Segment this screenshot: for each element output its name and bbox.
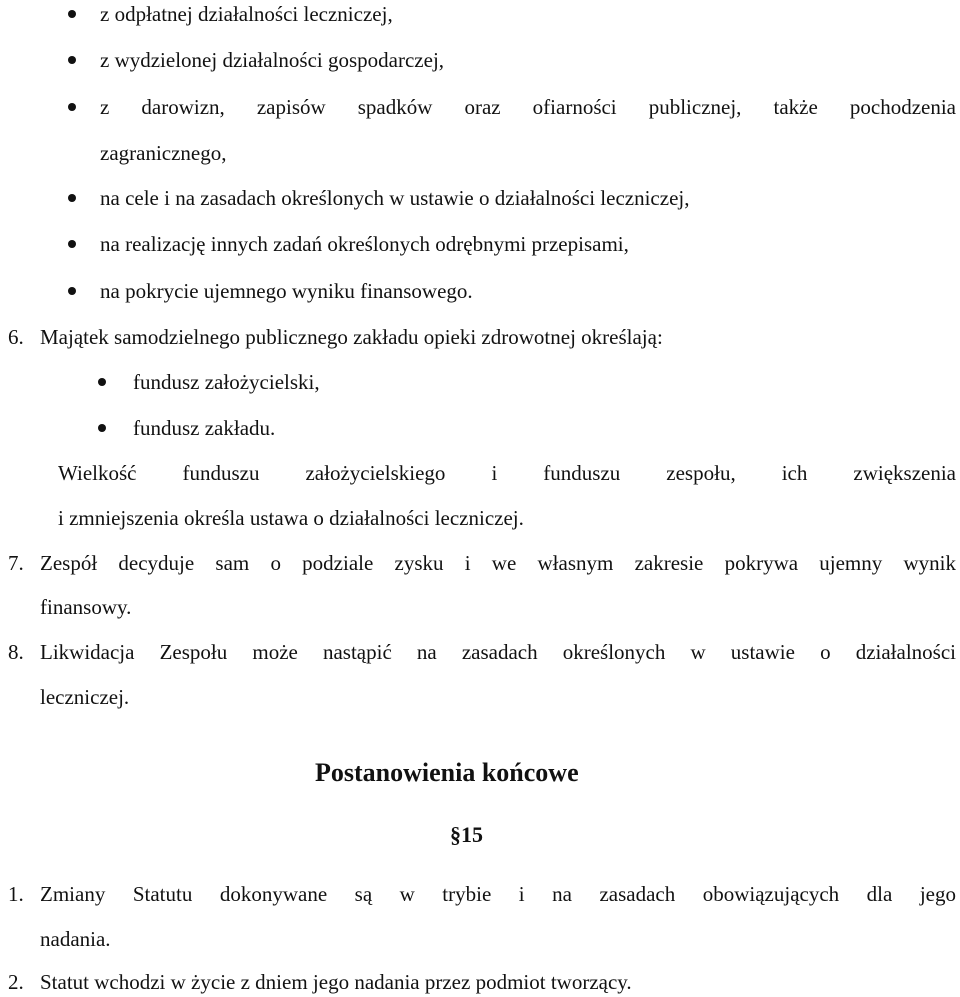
bullet-icon [68,103,76,111]
bullet-icon [68,56,76,64]
item-text: Zmiany Statutu dokonywane są w trybie i na zasadach obowiązujących dla jego [40,882,956,906]
item-text: Majątek samodzielnego publicznego zakładu opieki zdrowotnej określają: [40,325,663,349]
list-item: z wydzielonej działalności gospodarczej, [100,48,445,72]
page-heading: Postanowienia końcowe [315,758,579,787]
list-item: na pokrycie ujemnego wyniku finansowego. [100,279,473,303]
item-text-continuation: nadania. [40,927,111,951]
item-number: 2. [8,970,24,994]
list-item: na cele i na zasadach określonych w ustawie o działalności leczniczej, [100,186,690,210]
item-text-continuation: leczniczej. [40,685,130,709]
item-text-continuation: finansowy. [40,595,132,619]
item-text: Likwidacja Zespołu może nastąpić na zasadach określonych w ustawie o działalności [40,640,956,664]
list-item-continuation: zagranicznego, [100,141,227,165]
bullet-icon [68,194,76,202]
list-item: na realizację innych zadań określonych odrębnymi przepisami, [100,232,629,256]
list-item: fundusz zakładu. [133,416,276,440]
item-text: Statut wchodzi w życie z dniem jego nadania przez podmiot tworzący. [40,970,632,994]
item-number: 6. [8,325,24,349]
item-number: 7. [8,551,24,575]
item-text: Zespół decyduje sam o podziale zysku i we własnym zakresie pokrywa ujemny wynik [40,551,956,575]
bullet-icon [68,10,76,18]
paragraph-line: i zmniejszenia określa ustawa o działalności leczniczej. [58,506,524,530]
bullet-icon [68,240,76,248]
paragraph-line: Wielkość funduszu założycielskiego i funduszu zespołu, ich zwiększenia [58,461,956,485]
list-item: fundusz założycielski, [133,370,320,394]
bullet-icon [68,287,76,295]
list-item: z odpłatnej działalności leczniczej, [100,2,393,26]
list-item: z darowizn, zapisów spadków oraz ofiarności publicznej, także pochodzenia [100,95,956,119]
bullet-icon [98,378,106,386]
item-number: 8. [8,640,24,664]
bullet-icon [98,424,106,432]
item-number: 1. [8,882,24,906]
section-marker: §15 [450,822,483,847]
